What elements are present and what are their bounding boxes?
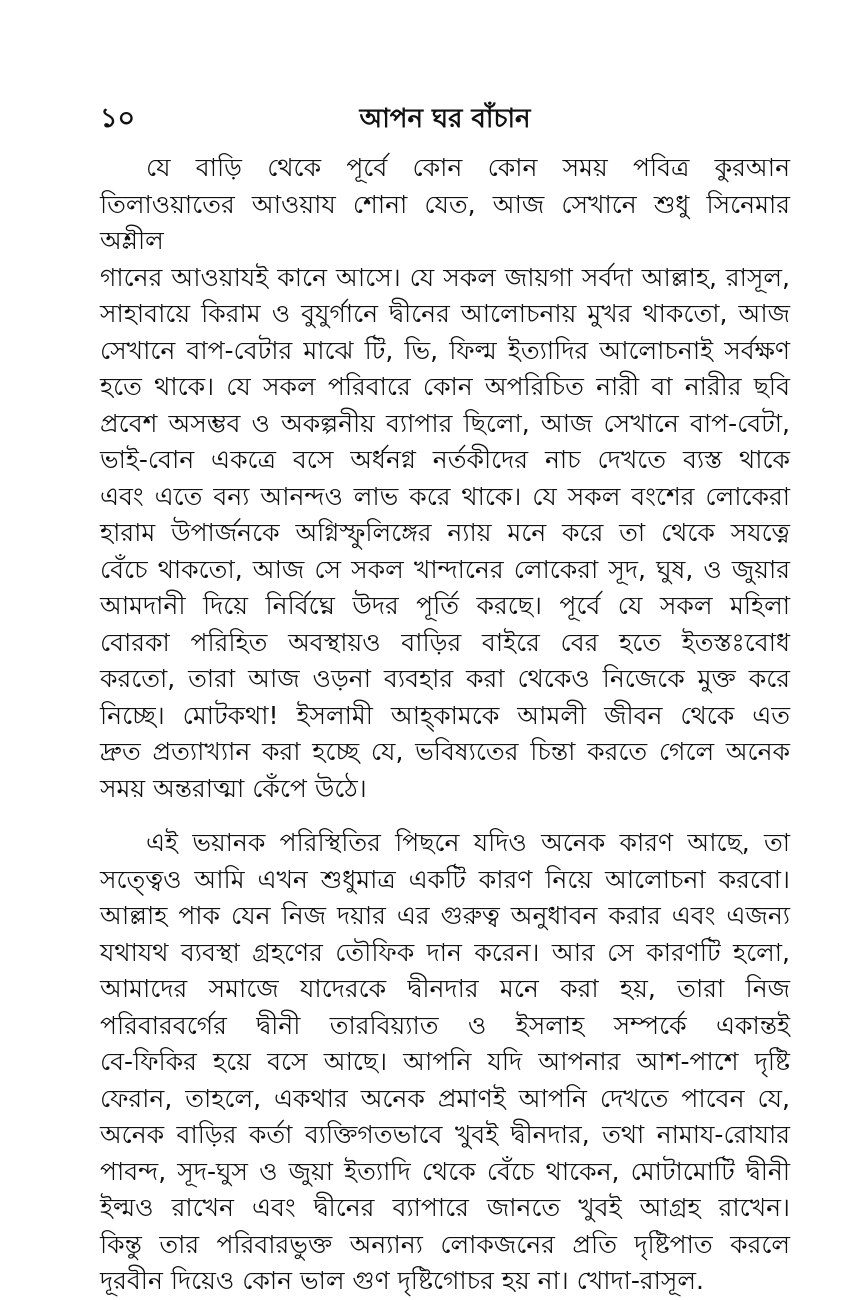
text-line: ভাই-বোন একত্রে বসে অর্ধনগ্ন নর্তকীদের নাচ দেখতে ব্যস্ত থাকে	[100, 445, 790, 474]
text-line: যে বাড়ি থেকে পূর্বে কোন কোন সময় পবিত্র কুরআন	[146, 153, 790, 182]
text-line: আমাদের সমাজে যাদেরকে দ্বীনদার মনে করা হয়, তারা নিজ	[100, 974, 790, 1003]
text-line: নিচ্ছে। মোটকথা! ইসলামী আহ্কামকে আমলী জীবন থেকে এত	[100, 700, 790, 730]
text-line: দূরবীন দিয়েও কোন ভাল গুণ দৃষ্টিগোচর হয় না। খোদা-রাসূল.	[100, 1266, 704, 1295]
text-line: পাবন্দ, সূদ-ঘুস ও জুয়া ইত্যাদি থেকে বেঁচে থাকেন, মোটামোটি দ্বীনী	[100, 1156, 790, 1186]
text-line: পরিবারবর্গের দ্বীনী তারবিয়্যাত ও ইসলাহ সম্পর্কে একান্তই	[100, 1010, 790, 1040]
text-line: দ্রুত প্রত্যাখ্যান করা হচ্ছে যে, ভবিষ্যতের চিন্তা করতে গেলে অনেক	[100, 737, 790, 766]
text-line: বে-ফিকির হয়ে বসে আছে। আপনি যদি আপনার আশ-পাশে দৃষ্টি	[100, 1047, 790, 1076]
text-line: সেখানে বাপ-বেটার মাঝে টি, ভি, ফিল্ম ইত্যাদির আলোচনাই সর্বক্ষণ	[100, 335, 790, 365]
text-line: কিন্তু তার পরিবারভুক্ত অন্যান্য লোকজনের প্রতি দৃষ্টিপাত করলে	[100, 1229, 790, 1259]
text-line: গানের আওয়াযই কানে আসে। যে সকল জায়গা সর্বদা আল্লাহ, রাসূল,	[100, 262, 790, 292]
paragraph-2	[100, 825, 790, 1300]
text-line: সময় অন্তরাত্মা কেঁপে উঠে।	[100, 773, 367, 803]
text-line: এবং এতে বন্য আনন্দও লাভ করে থাকে। যে সকল বংশের লোকেরা	[100, 481, 790, 511]
paragraph-1	[100, 150, 790, 807]
text-line: সত্ত্বেও আমি এখন শুধুমাত্র একটি কারণ নিয়ে আলোচনা করবো।	[100, 864, 790, 894]
text-line: আমদানী দিয়ে নির্বিঘ্নে উদর পূর্তি করছে। পূর্বে যে সকল মহিলা	[100, 591, 790, 620]
text-line: বোরকা পরিহিত অবস্থায়ও বাড়ির বাইরে বের হতে ইতস্তঃবোধ	[100, 627, 790, 657]
text-line: প্রবেশ অসম্ভব ও অকল্পনীয় ব্যাপার ছিলো, আজ সেখানে বাপ-বেটা,	[100, 408, 790, 438]
running-title: আপন ঘর বাঁচান	[359, 104, 531, 134]
text-line: অনেক বাড়ির কর্তা ব্যক্তিগতভাবে খুবই দ্বীনদার, তথা নামায-রোযার	[100, 1120, 790, 1149]
page-header	[100, 98, 790, 138]
text-line: আল্লাহ পাক যেন নিজ দয়ার এর গুরুত্ব অনুধাবন করার এবং এজন্য	[100, 901, 790, 930]
text-line: করতো, তারা আজ ওড়না ব্যবহার করা থেকেও নিজেকে মুক্ত করে	[100, 664, 790, 693]
text-line: ইল্মও রাখেন এবং দ্বীনের ব্যাপারে জানতে খুবই আগ্রহ রাখেন।	[100, 1193, 790, 1222]
page-number: ১০	[100, 103, 136, 134]
text-line: তিলাওয়াতের আওয়ায শোনা যেত, আজ সেখানে শুধু সিনেমার অশ্লীল	[100, 189, 790, 255]
text-line: হতে থাকে। যে সকল পরিবারে কোন অপরিচিত নারী বা নারীর ছবি	[100, 372, 790, 401]
text-line: হারাম উপার্জনকে অগ্নিস্ফুলিঙ্গের ন্যায় মনে করে তা থেকে সযত্নে	[100, 518, 790, 547]
body-text	[100, 150, 790, 1300]
text-line: সাহাবায়ে কিরাম ও বুযুর্গানে দ্বীনের আলোচনায় মুখর থাকতো, আজ	[100, 299, 790, 328]
text-line: যথাযথ ব্যবস্থা গ্রহণের তৌফিক দান করেন। আর সে কারণটি হলো,	[100, 937, 790, 967]
text-line: ফেরান, তাহলে, একথার অনেক প্রমাণই আপনি দেখতে পাবেন যে,	[100, 1083, 790, 1113]
text-line: এই ভয়ানক পরিস্থিতির পিছনে যদিও অনেক কারণ আছে, তা	[146, 828, 790, 857]
text-line: বেঁচে থাকতো, আজ সে সকল খান্দানের লোকেরা সূদ, ঘুষ, ও জুয়ার	[100, 554, 790, 584]
